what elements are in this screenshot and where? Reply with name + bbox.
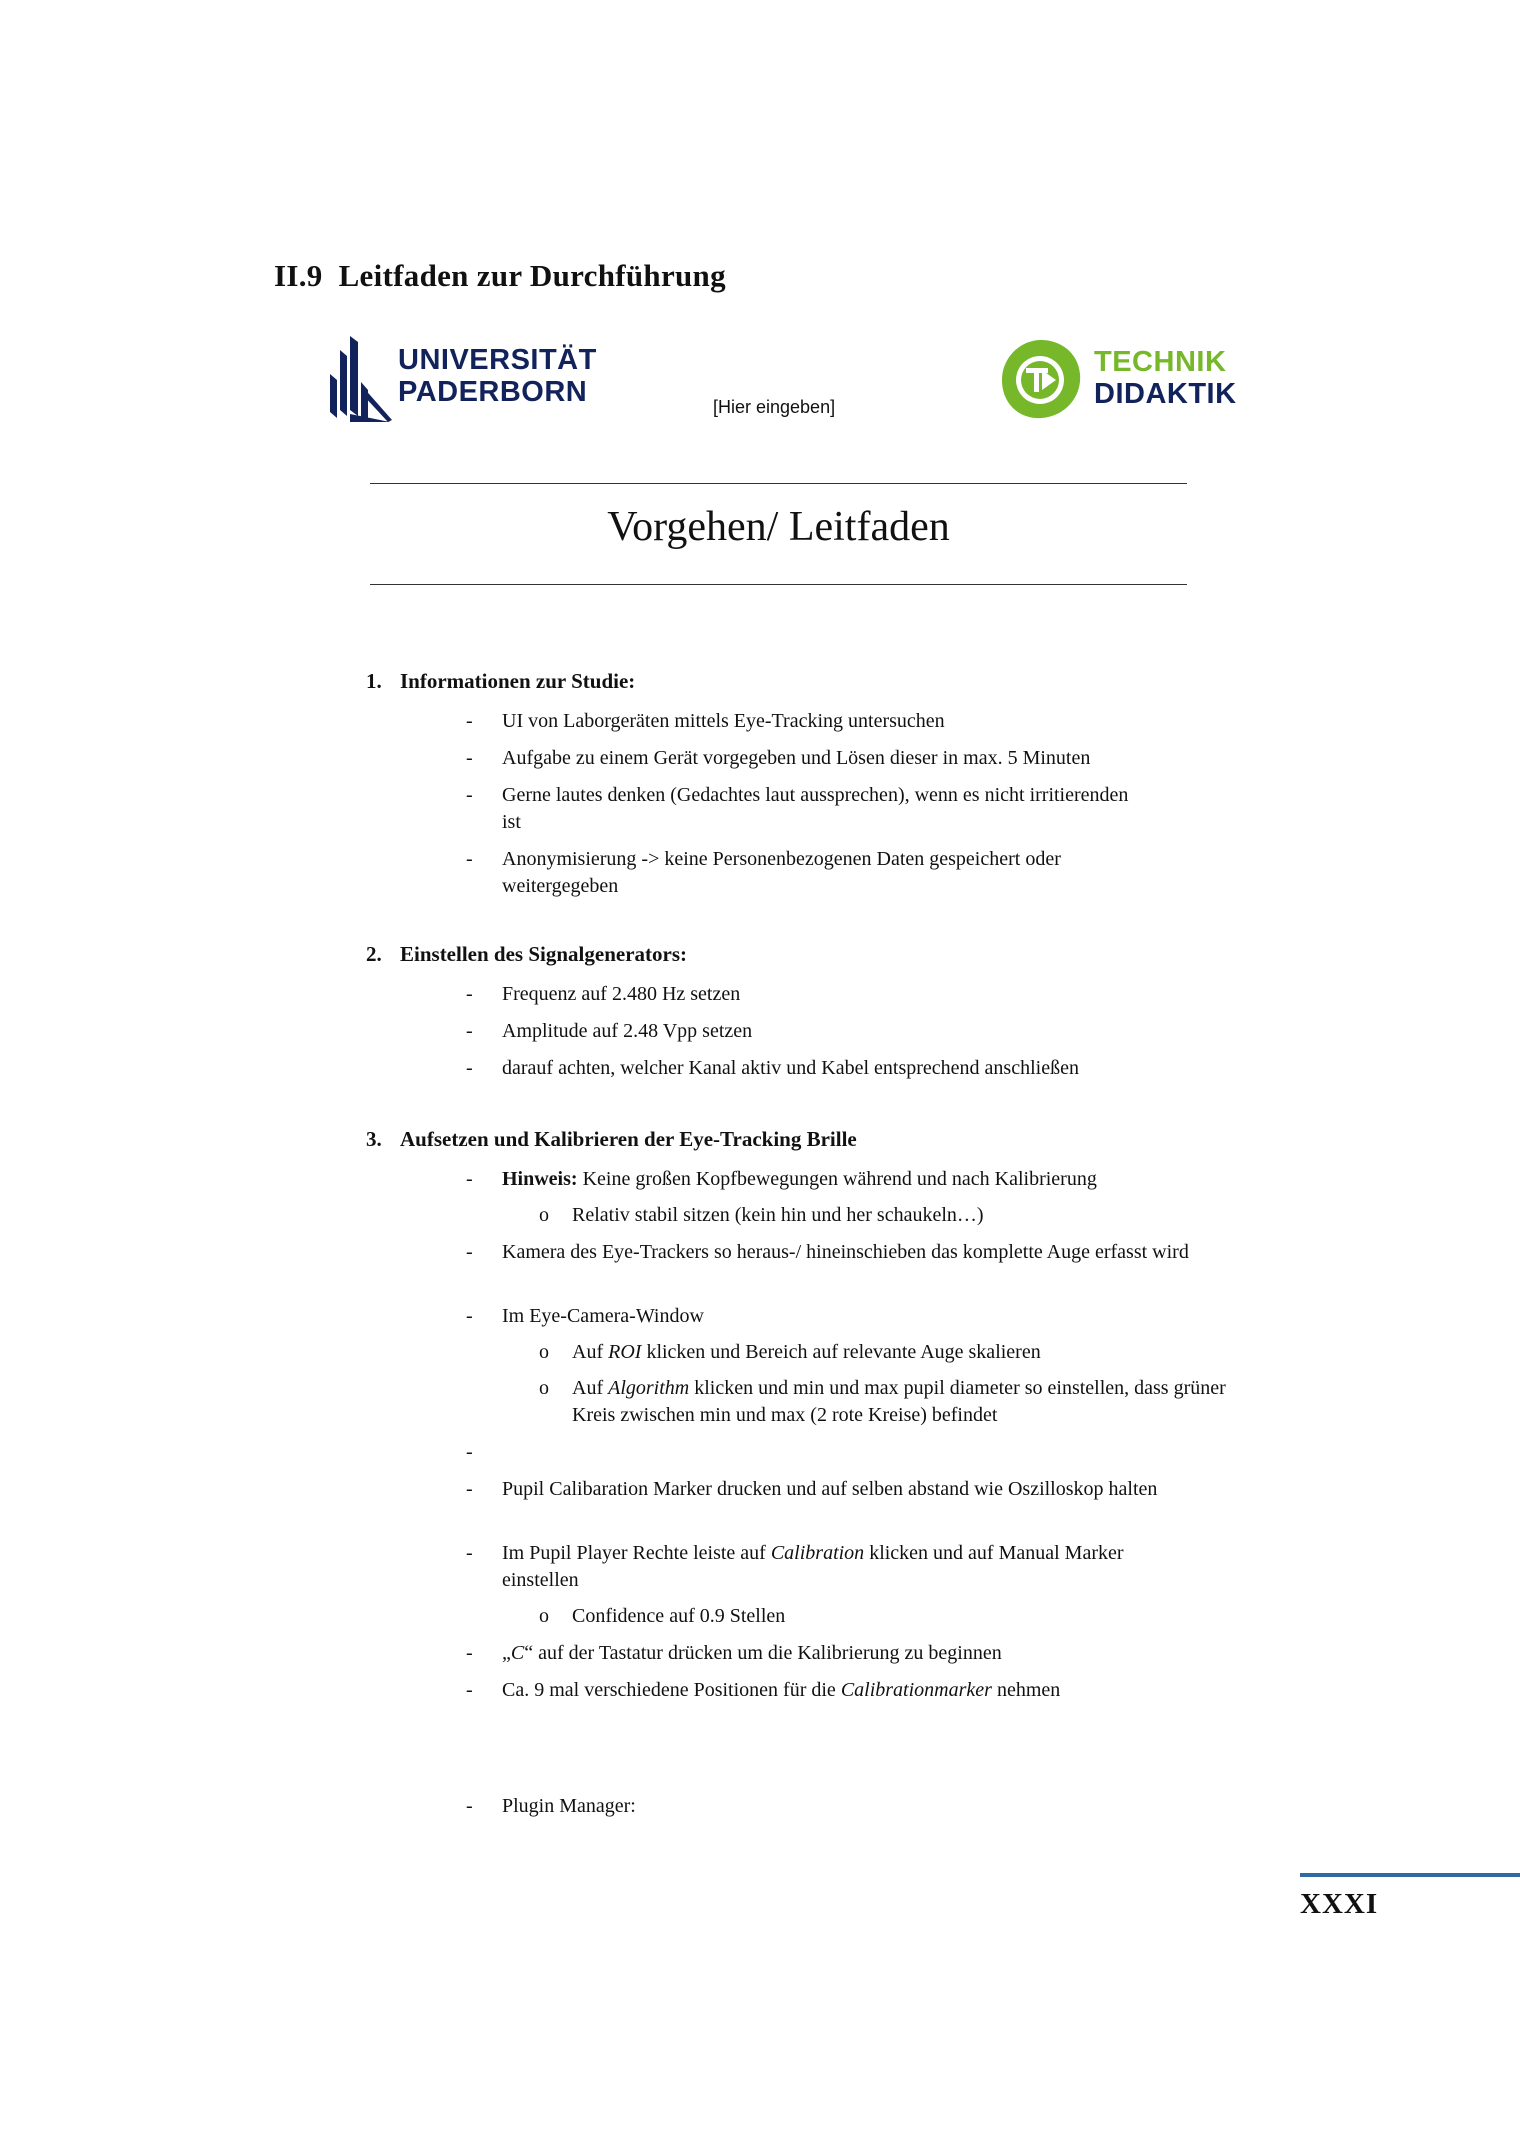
university-logo-line1: UNIVERSITÄT	[398, 344, 597, 376]
algorithm-term: Algorithm	[608, 1377, 690, 1399]
dash-bullet: -	[466, 784, 473, 806]
calibration-term: Calibration	[770, 1542, 865, 1564]
technik-didaktik-logo-line2: DIDAKTIK	[1094, 378, 1237, 410]
hinweis-label: Hinweis:	[502, 1168, 578, 1190]
circle-bullet: o	[539, 1377, 549, 1399]
list-item-text: nehmen	[991, 1679, 1061, 1701]
calibrationmarker-term: Calibrationmarker	[840, 1679, 992, 1701]
list-item	[466, 1677, 1222, 1704]
list-item-text: Kamera des Eye-Trackers so heraus-/ hineinschieben das komplette Auge erfasst wird	[502, 1241, 1189, 1263]
section-heading	[274, 258, 726, 294]
circle-bullet: o	[539, 1605, 549, 1627]
list-item-text: klicken und auf Manual Marker einstellen	[502, 1542, 1124, 1591]
university-emblem-icon	[328, 336, 392, 422]
dash-bullet: -	[466, 747, 473, 769]
list-subitem-text: Relativ stabil sitzen (kein hin und her schaukeln…)	[572, 1204, 984, 1226]
list-item	[466, 1166, 1222, 1193]
list-item-text: Im Pupil Player Rechte leiste auf	[502, 1542, 771, 1564]
dash-bullet: -	[466, 848, 473, 870]
list-item	[466, 1793, 1222, 1820]
list-subitem-text: Auf	[572, 1377, 609, 1399]
technik-didaktik-logo-line1: TECHNIK	[1094, 346, 1227, 378]
list-item	[466, 1540, 1162, 1594]
list-item	[466, 1476, 1222, 1503]
list-heading-title: Einstellen des Signalgenerators:	[400, 942, 687, 966]
section-title: Leitfaden zur Durchführung	[338, 258, 726, 293]
list-item-text: UI von Laborgeräten mittels Eye-Tracking untersuchen	[502, 710, 945, 732]
dash-bullet: -	[466, 1679, 473, 1701]
list-number: 2.	[366, 942, 382, 966]
university-logo	[328, 336, 597, 422]
list-heading-2	[366, 942, 687, 967]
list-item-text: Keine großen Kopfbewegungen während und nach Kalibrierung	[577, 1168, 1097, 1190]
dash-bullet: -	[466, 1057, 473, 1079]
dash-bullet: -	[466, 1241, 473, 1263]
university-logo-line2: PADERBORN	[398, 376, 588, 408]
title-rule-top	[370, 483, 1187, 484]
list-heading-title: Aufsetzen und Kalibrieren der Eye-Tracking Brille	[400, 1127, 857, 1151]
dash-bullet: -	[466, 1305, 473, 1327]
list-item-text: Amplitude auf 2.48 Vpp setzen	[502, 1020, 753, 1042]
list-subitem-text: Confidence auf 0.9 Stellen	[572, 1605, 786, 1627]
roi-term: ROI	[608, 1341, 642, 1363]
list-item	[466, 981, 1222, 1008]
technik-didaktik-emblem-icon	[998, 336, 1084, 422]
dash-bullet: -	[466, 1168, 473, 1190]
list-item	[466, 1055, 1222, 1082]
list-heading-3	[366, 1127, 857, 1152]
list-item-text: Aufgabe zu einem Gerät vorgegeben und Lösen dieser in max. 5 Minuten	[502, 747, 1091, 769]
list-number: 1.	[366, 669, 382, 693]
list-subitem	[539, 1603, 1232, 1630]
list-number: 3.	[366, 1127, 382, 1151]
circle-bullet: o	[539, 1204, 549, 1226]
list-item	[466, 745, 1222, 772]
list-subitem-text: Auf	[572, 1341, 609, 1363]
page-number-rule	[1300, 1873, 1520, 1877]
list-item-text: “ auf der Tastatur drücken um die Kalibrierung zu beginnen	[524, 1642, 1002, 1664]
list-item-text: Gerne lautes denken (Gedachtes laut aussprechen), wenn es nicht irritierenden ist	[502, 784, 1129, 833]
dash-bullet: -	[466, 983, 473, 1005]
list-subitem	[539, 1375, 1232, 1429]
list-item	[466, 708, 1222, 735]
dash-bullet: -	[466, 1020, 473, 1042]
list-item-text: Plugin Manager:	[502, 1795, 636, 1817]
document-title: Vorgehen/ Leitfaden	[607, 504, 950, 550]
list-item-text: Frequenz auf 2.480 Hz setzen	[502, 983, 741, 1005]
technik-didaktik-logo	[998, 336, 1238, 422]
list-item	[466, 1018, 1222, 1045]
list-item	[466, 1640, 1222, 1667]
key-c-term: C	[510, 1642, 525, 1664]
list-item	[466, 782, 1142, 836]
page-number: XXXI	[1300, 1888, 1379, 1920]
list-subitem	[539, 1339, 1232, 1366]
title-rule-bottom	[370, 584, 1187, 585]
dash-bullet: -	[466, 1795, 473, 1817]
list-subitem-text: klicken und Bereich auf relevante Auge skalieren	[641, 1341, 1041, 1363]
list-item-text: darauf achten, welcher Kanal aktiv und Kabel entsprechend anschließen	[502, 1057, 1079, 1079]
dash-bullet: -	[466, 1642, 473, 1664]
list-item	[466, 1239, 1202, 1266]
dash-bullet: -	[466, 1542, 473, 1564]
list-heading-1	[366, 669, 635, 694]
circle-bullet: o	[539, 1341, 549, 1363]
list-item	[466, 1303, 1222, 1330]
dash-bullet: -	[466, 1441, 473, 1463]
quote-open: „	[502, 1642, 511, 1664]
list-item	[466, 846, 1182, 900]
list-item-text: Pupil Calibaration Marker drucken und auf selben abstand wie Oszilloskop halten	[502, 1478, 1158, 1500]
section-number: II.9	[274, 258, 323, 293]
dash-bullet: -	[466, 710, 473, 732]
list-subitem-text: klicken und min und max pupil diameter so einstellen, dass grüner Kreis zwischen min und max (2 rote Kreise) befindet	[572, 1377, 1226, 1426]
header-placeholder[interactable]: [Hier eingeben]	[713, 397, 836, 417]
list-item-text: Im Eye-Camera-Window	[502, 1305, 704, 1327]
list-heading-title: Informationen zur Studie:	[400, 669, 636, 693]
list-subitem	[539, 1202, 1232, 1229]
dash-bullet: -	[466, 1478, 473, 1500]
list-item-text: Ca. 9 mal verschiedene Positionen für die	[502, 1679, 841, 1701]
list-item-text: Anonymisierung -> keine Personenbezogenen Daten gespeichert oder weitergegeben	[502, 848, 1061, 897]
